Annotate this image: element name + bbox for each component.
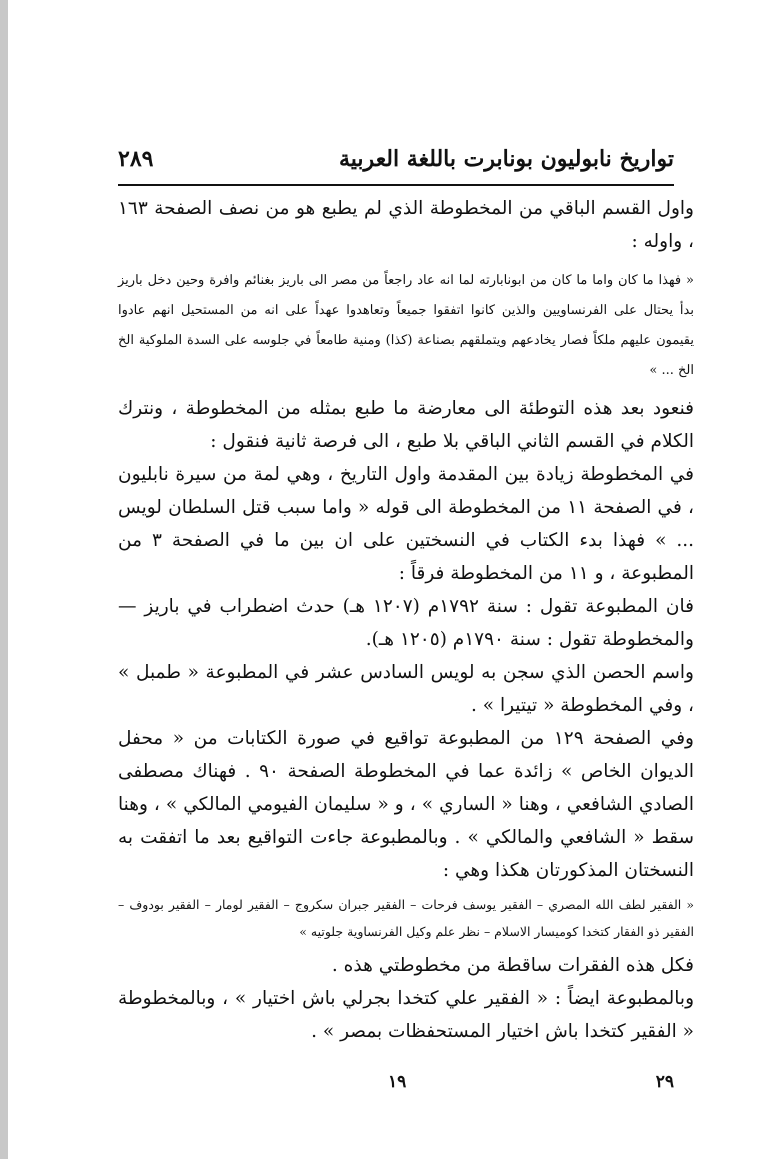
paragraph-dates: فان المطبوعة تقول : سنة ١٧٩٢م (١٢٠٧ هـ) حدث اضطراب في باريز — والمخطوطة تقول : سنة ١٧٩٠م (١٢٠٥ هـ). bbox=[118, 596, 694, 650]
page-footer bbox=[118, 1072, 674, 1092]
quote-manuscript-opening: « فهذا ما كان واما ما كان من ابونابارته لما انه عاد راجعاً من مصر الى باريز بغنائم وافرة وحين دخل باريز بدأ يحتال على الفرنساويين والذين كانوا اتفقوا جميعاً وتعاهدوا عهداً على انه من المستحيل انهم عادوا يقيمون عليهم ملكاً فصار يخادعهم ويتملقهم بصناعة (كذا) ومنية طامعاً في جلوسه على السدة الملوكية الخ الخ ... » bbox=[118, 273, 694, 378]
paragraph-missing: فكل هذه الفقرات ساقطة من مخطوطتي هذه . bbox=[331, 955, 694, 976]
paragraph-addition: في المخطوطة زيادة بين المقدمة واول التاريخ ، وهي لمة من سيرة نابليون ، في الصفحة ١١ من المخطوطة الى قوله « واما سبب قتل السلطان لويس ... » فهذا بدء الكتاب في النسختين على ان بين ما في الصفحة ٣ من المطبوعة ، و ١١ من المخطوطة فرقاً : bbox=[118, 464, 694, 584]
paragraph-signatures: وفي الصفحة ١٢٩ من المطبوعة تواقيع في صورة الكتابات من « محفل الديوان الخاص » زائدة عما في المخطوطة الصفحة ٩٠ . فهناك مصطفى الصادي الشافعي ، وهنا « الساري » ، و « سليمان الفيومي المالكي » ، وهنا سقط « الشافعي والمالكي » . وبالمطبوعة جاءت التواقيع بعد ما اتفقت به النسختان المذكورتان هكذا وهي : bbox=[118, 728, 694, 881]
footer-page-number: ٢٩ bbox=[655, 1072, 674, 1092]
quote-signatures-list: « الفقير لطف الله المصري – الفقير يوسف فرحات – الفقير جبران سكروج – الفقير لومار – الفقير بودوف – الفقير ذو الفقار كتخدا كوميسار الاسلام – نظر علم وكيل الفرنساوية جلوتيه » bbox=[118, 897, 694, 939]
paragraph-also: وبالمطبوعة ايضاً : « الفقير علي كتخدا بجرلي باش اختيار » ، وبالمخطوطة « الفقير كتخدا باش اختيار المستحفظات بمصر » . bbox=[118, 988, 694, 1042]
paragraph-fortress: واسم الحصن الذي سجن به لويس السادس عشر في المطبوعة « طمبل » ، وفي المخطوطة « تيتيرا » . bbox=[118, 662, 694, 716]
running-header bbox=[118, 146, 674, 182]
paragraph-return: فنعود بعد هذه التوطئة الى معارضة ما طبع بمثله من المخطوطة ، ونترك الكلام في القسم الثاني الباقي بلا طبع ، الى فرصة ثانية فنقول : bbox=[118, 398, 694, 452]
page-edge-shadow bbox=[0, 0, 8, 1159]
header-title: تواريخ نابوليون بونابرت باللغة العربية bbox=[339, 146, 674, 172]
footer-center-number: ١٩ bbox=[388, 1072, 407, 1092]
header-rule bbox=[118, 184, 674, 186]
paragraph-intro: واول القسم الباقي من المخطوطة الذي لم يطبع هو من نصف الصفحة ١٦٣ ، واوله : bbox=[118, 198, 694, 252]
header-page-number: ٢٨٩ bbox=[118, 146, 154, 172]
body-text bbox=[118, 192, 694, 1048]
